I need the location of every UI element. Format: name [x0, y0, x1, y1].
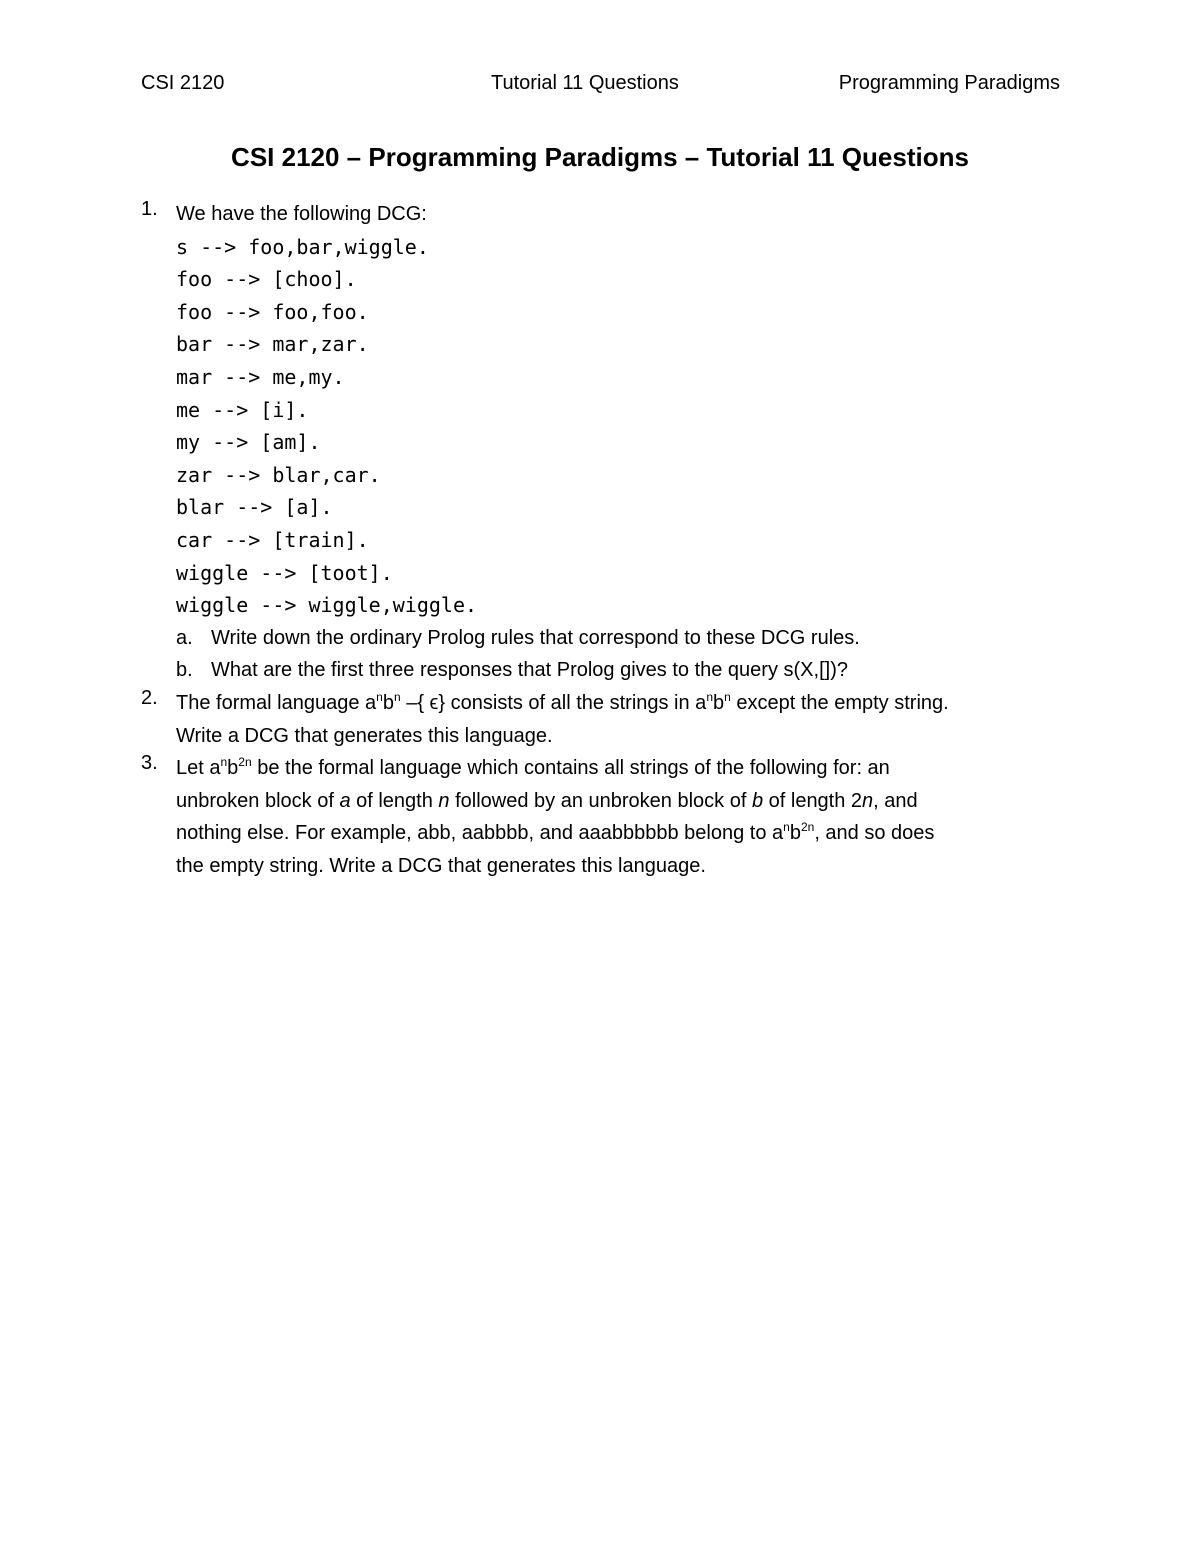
- question-list: [141, 198, 1061, 882]
- text-run: , and: [873, 789, 918, 812]
- text-run: be the formal language which contains all strings of the following for: an: [251, 757, 890, 780]
- question-3-line-4: the empty string. Write a DCG that generates this language.: [176, 854, 706, 877]
- text-run: Let a: [176, 757, 221, 780]
- header-course-code: CSI 2120: [141, 72, 225, 94]
- italic-symbol: n: [438, 789, 450, 812]
- sub-question-b: [176, 654, 1061, 687]
- superscript: n: [393, 689, 401, 704]
- question-2-line-2: Write a DCG that generates this language.: [176, 724, 553, 747]
- question-3-line-2: [176, 785, 1061, 818]
- text-run: , and so does: [814, 822, 935, 845]
- italic-symbol: a: [339, 789, 351, 812]
- sub-question-text: What are the first three responses that Prolog gives to the query s(X,[])?: [211, 659, 848, 682]
- question-1: [141, 198, 1061, 687]
- superscript: n: [376, 689, 383, 704]
- superscript: 2n: [800, 820, 815, 835]
- dcg-code-block: [176, 231, 1061, 622]
- question-3-line-1: [176, 752, 1061, 785]
- text-run: nothing else. For example, abb, aabbbb, and aaabbbbbb belong to a: [176, 822, 784, 845]
- superscript: n: [783, 820, 790, 835]
- code-line: zar --> blar,car.: [176, 462, 381, 487]
- code-line: my --> [am].: [176, 430, 321, 455]
- superscript: 2n: [238, 755, 252, 770]
- text-run: b: [382, 691, 394, 714]
- header-tutorial-name: Tutorial 11 Questions: [491, 72, 679, 94]
- code-line: me --> [i].: [176, 397, 309, 422]
- text-run: –{ ϵ} consists of all the strings in a: [400, 691, 707, 714]
- superscript: n: [724, 689, 731, 704]
- question-number: 3.: [141, 752, 158, 775]
- code-line: car --> [train].: [176, 527, 369, 552]
- code-line: wiggle --> [toot].: [176, 560, 393, 585]
- question-1-intro: We have the following DCG:: [176, 203, 427, 225]
- code-line: mar --> me,my.: [176, 364, 345, 389]
- header-course-name: Programming Paradigms: [838, 72, 1060, 94]
- text-run: b: [789, 822, 801, 845]
- text-run: unbroken block of: [176, 789, 340, 812]
- text-run: followed by an unbroken block of: [449, 789, 752, 812]
- document-title: CSI 2120 – Programming Paradigms – Tutorial 11 Questions: [231, 142, 969, 172]
- question-3-line-3: [176, 817, 1061, 850]
- code-line: wiggle --> wiggle,wiggle.: [176, 593, 478, 618]
- sub-question-a: [176, 622, 1061, 655]
- question-2-line-1: [176, 687, 1061, 720]
- code-line: s --> foo,bar,wiggle.: [176, 234, 429, 259]
- text-run: of length: [350, 789, 439, 812]
- text-run: except the empty string.: [730, 691, 949, 714]
- code-line: foo --> [choo].: [176, 267, 357, 292]
- text-run: of length 2: [763, 789, 863, 812]
- sub-question-letter: b.: [176, 659, 193, 682]
- sub-question-text: Write down the ordinary Prolog rules that correspond to these DCG rules.: [211, 626, 860, 649]
- italic-symbol: b: [751, 789, 764, 812]
- question-number: 2.: [141, 686, 158, 709]
- sub-question-letter: a.: [176, 626, 193, 649]
- question-3: [141, 752, 1061, 882]
- superscript: n: [706, 689, 713, 704]
- question-2: [141, 687, 1061, 752]
- question-number: 1.: [141, 198, 158, 220]
- code-line: foo --> foo,foo.: [176, 299, 369, 324]
- text-run: b: [713, 691, 725, 714]
- superscript: n: [220, 755, 228, 770]
- code-line: bar --> mar,zar.: [176, 332, 369, 357]
- italic-symbol: n: [862, 789, 874, 812]
- code-line: blar --> [a].: [176, 495, 333, 520]
- text-run: b: [227, 757, 239, 780]
- page-header: [141, 72, 1060, 102]
- text-run: The formal language a: [176, 691, 377, 714]
